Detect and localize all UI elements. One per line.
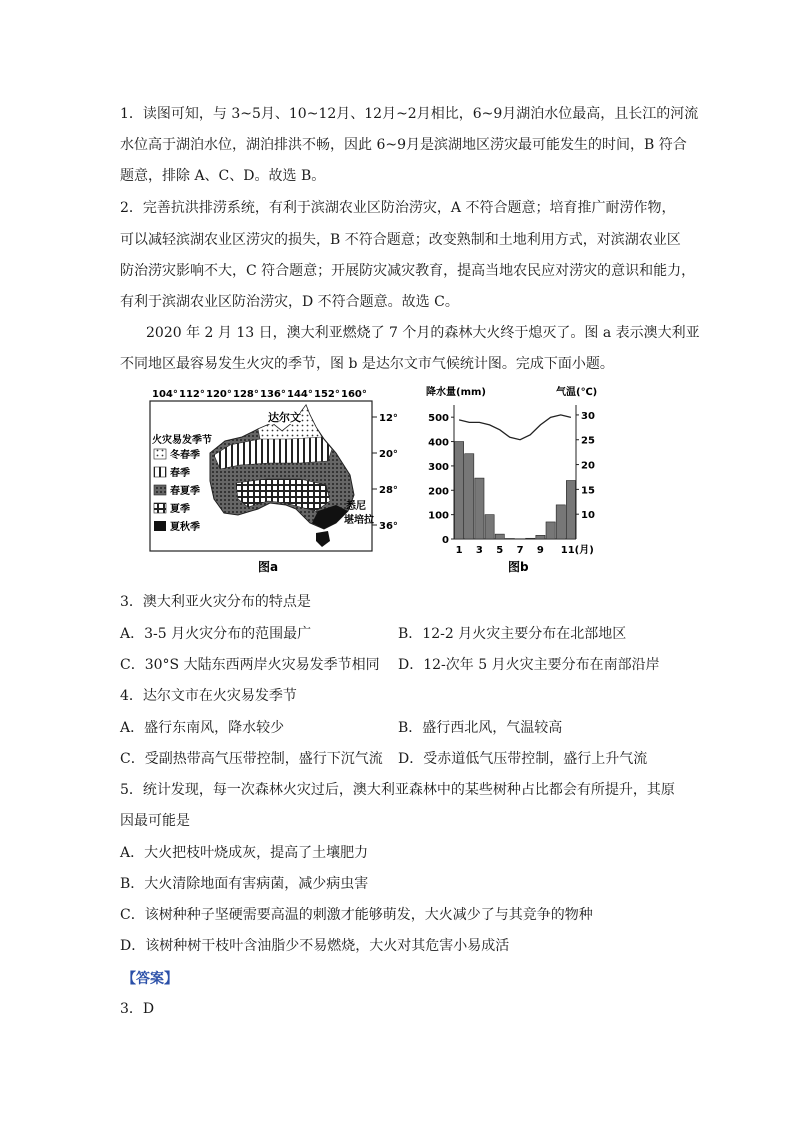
q5-option-d[interactable]: D．该树种树干枝叶含油脂少不易燃烧，大火对其危害小易成活 <box>120 938 510 954</box>
lon-label: 128° <box>233 389 259 400</box>
q5-stem-line-2: 因最可能是 <box>120 813 190 829</box>
month-tick-label: 11(月) <box>560 545 594 556</box>
precip-bar <box>495 534 504 539</box>
right-tick-label: 15 <box>581 485 595 497</box>
q4-option-b[interactable]: B．盛行西北风，气温较高 <box>398 720 563 736</box>
right-tick-label: 10 <box>581 510 595 522</box>
precip-bar <box>536 535 545 539</box>
precip-bar <box>546 522 555 539</box>
q3-option-b[interactable]: B．12-2 月火灾主要分布在北部地区 <box>398 626 627 642</box>
legend-label-spring-summer: 春夏季 <box>170 486 200 497</box>
lon-label: 120° <box>206 389 232 400</box>
precip-bar <box>556 505 565 539</box>
left-ticks <box>428 413 454 546</box>
precip-bar <box>526 538 535 539</box>
month-ticks <box>456 543 594 556</box>
legend-label-summer: 夏季 <box>170 504 190 515</box>
month-tick-label: 5 <box>496 545 504 556</box>
month-tick-label: 7 <box>516 545 524 556</box>
analysis-line-6: 防治涝灾影响不大，C 符合题意；开展防灾减灾教育，提高当地农民应对涝灾的意识和能力， <box>120 263 696 279</box>
left-tick-label: 100 <box>428 510 449 522</box>
answer-heading: 【答案】 <box>122 971 178 987</box>
legend-swatch-summer-autumn <box>154 521 166 531</box>
figure-group <box>140 383 610 583</box>
figure-a-map <box>150 389 398 574</box>
analysis-line-3: 题意，排除 A、C、D。故选 B。 <box>120 168 326 184</box>
answer-value: 3．D <box>120 1001 155 1017</box>
figure-b-chart <box>426 385 597 574</box>
legend-label-spring: 春季 <box>170 468 190 479</box>
q3-stem: 3．澳大利亚火灾分布的特点是 <box>120 594 311 610</box>
lon-label: 160° <box>341 389 367 400</box>
precip-bar <box>485 515 494 539</box>
legend-title: 火灾易发季节 <box>152 435 212 446</box>
temperature-line <box>459 415 571 440</box>
lat-label: 20° <box>379 449 398 460</box>
figure-a-caption: 图a <box>258 560 279 574</box>
right-tick-label: 30 <box>581 410 595 422</box>
lon-label: 136° <box>260 389 286 400</box>
legend-label-summer-autumn: 夏秋季 <box>170 522 200 533</box>
q5-stem-line-1: 5．统计发现，每一次森林火灾过后，澳大利亚森林中的某些树种占比都会有所提升，其原 <box>120 782 675 798</box>
lon-label: 112° <box>179 389 205 400</box>
month-tick-label: 1 <box>455 545 463 556</box>
left-tick-label: 0 <box>442 535 449 546</box>
lat-label: 28° <box>379 485 398 496</box>
month-tick-label: 9 <box>536 545 544 556</box>
precipitation-bars <box>455 442 576 539</box>
lon-label: 104° <box>152 389 178 400</box>
precip-bar <box>455 442 464 539</box>
sydney-label: 悉尼 <box>346 501 366 512</box>
precip-bar <box>475 478 484 539</box>
lon-label: 152° <box>314 389 340 400</box>
analysis-line-1: 1．读图可知，与 3~5月、10~12月、12月~2月相比，6~9月湖泊水位最高，且长江的河流 <box>120 106 699 122</box>
q5-option-a[interactable]: A．大火把枝叶烧成灰，提高了土壤肥力 <box>120 845 369 861</box>
figure-b-caption: 图b <box>508 560 529 574</box>
q3-option-d[interactable]: D．12-次年 5 月火灾主要分布在南部沿岸 <box>398 657 660 673</box>
month-tick-label: 3 <box>475 545 483 556</box>
analysis-line-2: 水位高于湖泊水位，湖泊排洪不畅，因此 6~9月是滨湖地区涝灾最可能发生的时间，B 符合 <box>120 137 687 153</box>
right-tick-label: 25 <box>581 435 595 447</box>
lon-label: 144° <box>287 389 313 400</box>
q5-option-b[interactable]: B．大火清除地面有害病菌，减少病虫害 <box>120 876 369 892</box>
analysis-line-5: 可以减轻滨湖农业区涝灾的损失，B 不符合题意；改变熟制和土地利用方式，对滨湖农业区 <box>120 232 681 248</box>
legend-label-winter-spring: 冬春季 <box>170 450 200 461</box>
figures-svg <box>140 383 610 583</box>
q4-stem: 4．达尔文市在火灾易发季节 <box>120 688 297 704</box>
lat-label: 36° <box>379 521 398 532</box>
legend-swatch-summer <box>154 503 166 513</box>
q4-option-c[interactable]: C．受副热带高气压带控制，盛行下沉气流 <box>120 751 383 767</box>
left-tick-label: 300 <box>428 461 449 473</box>
temp-axis-title: 气温(℃) <box>556 387 598 398</box>
lat-label: 12° <box>379 413 398 424</box>
left-tick-label: 200 <box>428 486 449 498</box>
intro-line-1: 2020 年 2 月 13 日，澳大利亚燃烧了 7 个月的森林大火终于熄灭了。图 a 表示澳大利亚 <box>146 325 700 341</box>
canberra-label: 堪培拉 <box>344 515 374 526</box>
precip-axis-title: 降水量(mm) <box>426 387 486 398</box>
darwin-label: 达尔文 <box>268 411 301 424</box>
precip-bar <box>465 454 474 539</box>
analysis-line-7: 有利于滨湖农业区防治涝灾，D 不符合题意。故选 C。 <box>120 294 459 310</box>
q4-option-a[interactable]: A．盛行东南风，降水较少 <box>120 720 285 736</box>
q4-option-d[interactable]: D．受赤道低气压带控制，盛行上升气流 <box>398 751 648 767</box>
legend-swatch-winter-spring <box>154 449 166 459</box>
precip-bar <box>566 481 575 539</box>
legend-swatch-spring-summer <box>154 485 166 495</box>
right-ticks <box>576 411 595 521</box>
legend-swatch-spring <box>154 467 166 477</box>
q3-option-a[interactable]: A．3-5 月火灾分布的范围最广 <box>120 626 312 642</box>
left-tick-label: 500 <box>428 413 449 425</box>
latitude-labels <box>372 413 398 532</box>
q3-option-c[interactable]: C．30°S 大陆东西两岸火灾易发季节相同 <box>120 657 380 673</box>
analysis-line-4: 2．完善抗洪排涝系统，有利于滨湖农业区防治涝灾，A 不符合题意；培育推广耐涝作物， <box>120 200 676 216</box>
right-tick-label: 20 <box>581 460 595 472</box>
q5-option-c[interactable]: C．该树种种子坚硬需要高温的刺激才能够萌发，大火减少了与其竞争的物种 <box>120 907 593 923</box>
longitude-labels <box>152 389 367 400</box>
left-tick-label: 400 <box>428 437 449 449</box>
intro-line-2: 不同地区最容易发生火灾的季节，图 b 是达尔文市气候统计图。完成下面小题。 <box>120 356 614 372</box>
